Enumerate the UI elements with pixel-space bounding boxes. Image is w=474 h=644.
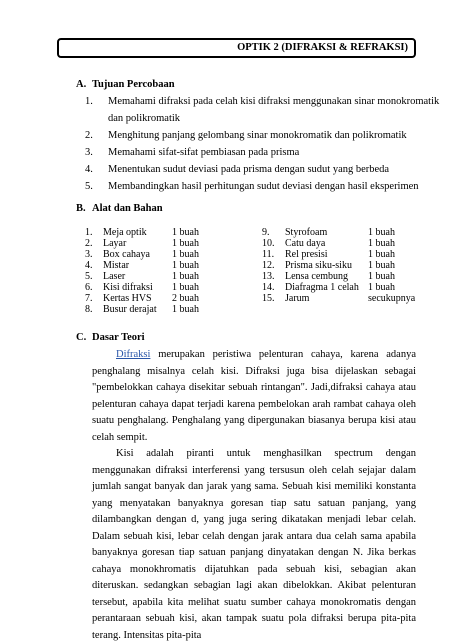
section-a-title: Tujuan Percobaan [92, 79, 175, 90]
objective-text-cont: dan polikromatik [108, 113, 181, 124]
objective-num: 1. [85, 96, 93, 107]
equipment-num: 4. [85, 260, 93, 271]
equipment-qty: 1 buah [368, 260, 395, 271]
theory-paragraph-1-text: merupakan peristiwa pelenturan cahaya, karena adanya penghalang misalnya celah kisi. Difraksi juga bisa dijelaskan sebagai "pembelokkan cahaya disekitar sebuah rintangan". Jadi,difraksi cahaya atau pelenturan cahaya dapat terjadi karena pembelokan arah rambat cahaya oleh suatu penghalang. Penghalang yang dipergunakan biasanya berupa kisi atau celah sempit. [92, 349, 416, 443]
equipment-name: Box cahaya [103, 249, 150, 260]
objective-num: 2. [85, 130, 93, 141]
equipment-qty: secukupnya [368, 293, 416, 304]
equipment-num: 7. [85, 293, 93, 304]
section-a-heading [76, 79, 175, 90]
objective-num: 5. [85, 181, 93, 192]
equipment-name: Kertas HVS [103, 293, 152, 304]
header-title: OPTIK 2 (DIFRAKSI & REFRAKSI) [237, 42, 408, 53]
equipment-qty: 1 buah [172, 249, 199, 260]
equipment-qty: 1 buah [368, 227, 395, 238]
section-b-title: Alat dan Bahan [92, 203, 163, 214]
equipment-name: Diafragma 1 celah [285, 282, 359, 293]
equipment-name: Layar [103, 238, 127, 249]
header-box [57, 38, 416, 58]
equipment-num: 9. [262, 227, 270, 238]
theory-paragraph-1 [92, 347, 416, 446]
equipment-name: Prisma siku-siku [285, 260, 352, 271]
equipment-num: 15. [262, 293, 275, 304]
equipment-qty: 1 buah [368, 249, 395, 260]
equipment-num: 12. [262, 260, 275, 271]
equipment-num: 13. [262, 271, 275, 282]
equipment-qty: 1 buah [368, 271, 395, 282]
equipment-qty: 1 buah [172, 271, 199, 282]
equipment-qty: 2 buah [172, 293, 199, 304]
equipment-num: 3. [85, 249, 93, 260]
equipment-num: 6. [85, 282, 93, 293]
equipment-name: Lensa cembung [285, 271, 349, 282]
equipment-num: 5. [85, 271, 93, 282]
equipment-name: Catu daya [285, 238, 326, 249]
section-c-title: Dasar Teori [92, 332, 145, 343]
difraksi-link[interactable]: Difraksi [116, 349, 151, 360]
equipment-qty: 1 buah [172, 304, 199, 315]
theory-body [92, 347, 416, 644]
section-c-heading [76, 332, 145, 343]
equipment-name: Kisi difraksi [103, 282, 153, 293]
equipment-name: Busur derajat [103, 304, 157, 315]
objective-text: Memahami sifat-sifat pembiasan pada prisma [108, 147, 300, 158]
objective-num: 4. [85, 164, 93, 175]
equipment-num: 2. [85, 238, 93, 249]
equipment-qty: 1 buah [368, 282, 395, 293]
equipment-qty: 1 buah [172, 260, 199, 271]
objective-text: Memahami difraksi pada celah kisi difraksi menggunakan sinar monokromatik [108, 96, 440, 107]
section-a-letter: A. [76, 79, 87, 90]
equipment-num: 11. [262, 249, 275, 260]
equipment-qty: 1 buah [172, 282, 199, 293]
equipment-qty: 1 buah [172, 238, 199, 249]
section-c-letter: C. [76, 332, 87, 343]
equipment-name: Meja optik [103, 227, 147, 238]
equipment-num: 10. [262, 238, 275, 249]
section-b-letter: B. [76, 203, 86, 214]
section-b-heading [76, 203, 163, 214]
objective-text: Membandingkan hasil perhitungan sudut deviasi dengan hasil eksperimen [108, 181, 419, 192]
equipment-num: 14. [262, 282, 275, 293]
theory-paragraph-2: Kisi adalah piranti untuk menghasilkan spectrum dengan menggunakan difraksi interferensi yang tersusun oleh celah sejajar dalam jumlah sangat banyak dan jarak yang sama. Sebuah kisi memiliki konstanta yang menyatakan banyaknya goresan tiap satu satuan panjang, yang dilambangkan dengan d, yang juga sering dikatakan menjadi lebar celah. Dalam sebuah kisi, lebar celah dengan jarak antara dua celah sama apabila banyaknya goresan tiap satuan panjang dinyatakan dengan N. Jika berkas cahaya monokhromatis dijatuhkan pada sebuah kisi, sebagian akan diteruskan. sedangkan sebagian lagi akan dibelokkan. Akibat pelenturan tersebut, apabila kita melihat suatu sumber cahaya monokromatis dengan perantaraan sebuah kisi, akan tampak suatu pola difraksi berupa pita-pita terang. Intensitas pita-pita [92, 448, 416, 641]
objective-text: Menghitung panjang gelombang sinar monokromatik dan polikromatik [108, 130, 407, 141]
objective-num: 3. [85, 147, 93, 158]
equipment-name: Jarum [285, 293, 310, 304]
equipment-qty: 1 buah [172, 227, 199, 238]
equipment-num: 8. [85, 304, 93, 315]
equipment-name: Laser [103, 271, 126, 282]
equipment-name: Rel presisi [285, 249, 328, 260]
equipment-qty: 1 buah [368, 238, 395, 249]
objective-text: Menentukan sudut deviasi pada prisma dengan sudut yang berbeda [108, 164, 390, 175]
equipment-num: 1. [85, 227, 93, 238]
equipment-name: Mistar [103, 260, 130, 271]
equipment-name: Styrofoam [285, 227, 328, 238]
